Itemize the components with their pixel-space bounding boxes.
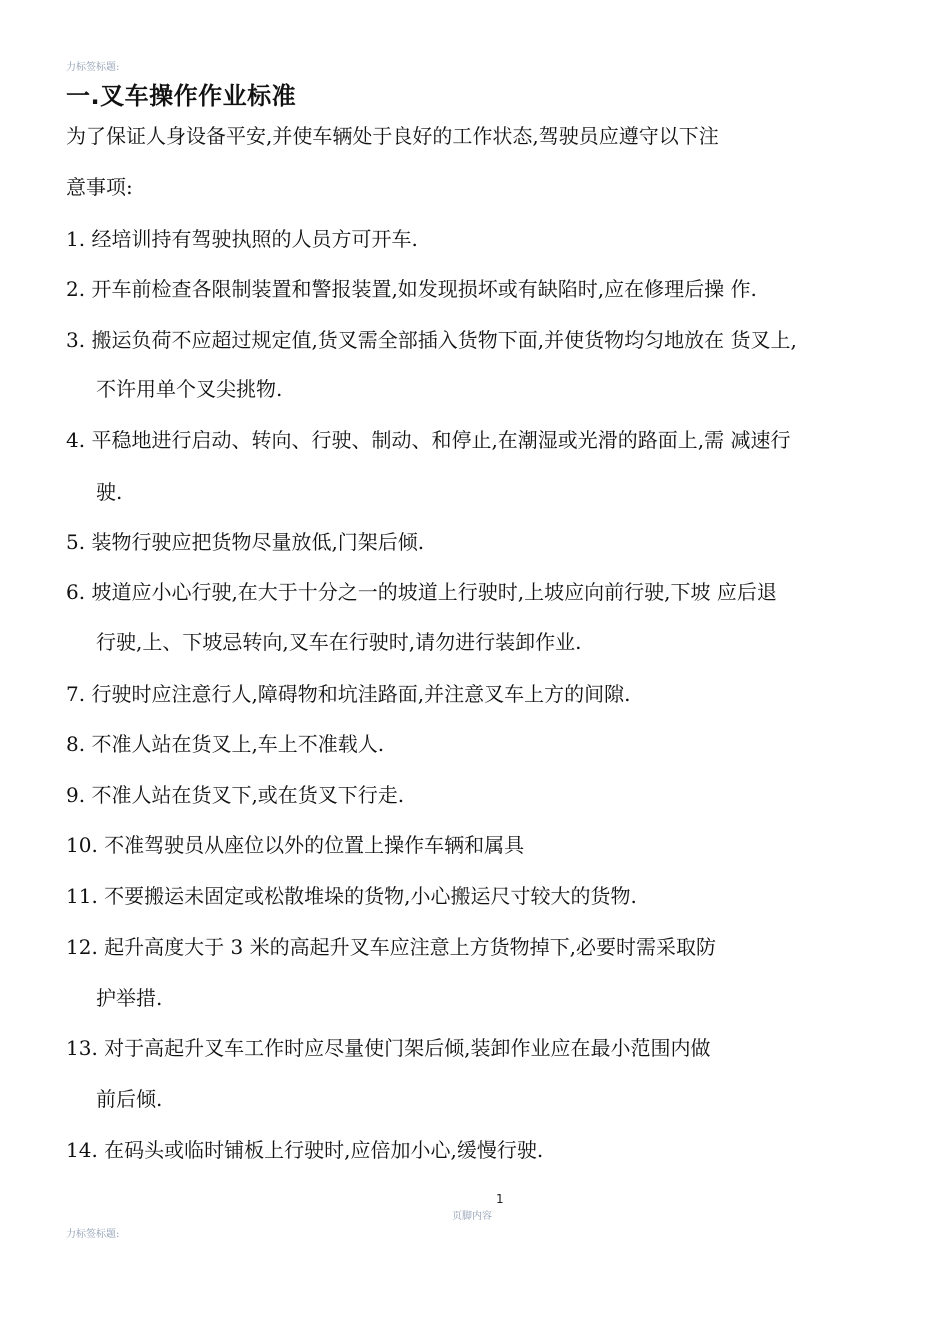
- list-item: 5. 装物行驶应把货物尽量放低,门架后倾.: [66, 530, 425, 554]
- list-item: 8. 不准人站在货叉上,车上不准载人.: [66, 732, 385, 756]
- list-item-continuation: 前后倾.: [96, 1087, 163, 1111]
- list-item-continuation: 不许用单个叉尖挑物.: [96, 377, 283, 401]
- document-title: 一.叉车操作作业标准: [66, 82, 297, 110]
- list-item: 7. 行驶时应注意行人,障碍物和坑洼路面,并注意叉车上方的间隙.: [66, 682, 631, 706]
- list-item-continuation: 护举措.: [96, 986, 163, 1010]
- list-item-continuation: 驶.: [96, 480, 123, 504]
- list-item: 13. 对于高起升叉车工作时应尽量使门架后倾,装卸作业应在最小范围内做: [66, 1036, 711, 1060]
- list-item: 14. 在码头或临时铺板上行驶时,应倍加小心,缓慢行驶.: [66, 1138, 544, 1162]
- intro-line-1: 为了保证人身设备平安,并使车辆处于良好的工作状态,驾驶员应遵守以下注: [66, 124, 719, 148]
- list-item: 12. 起升高度大于 3 米的高起升叉车应注意上方货物掉下,必要时需采取防: [66, 935, 716, 959]
- list-item: 1. 经培训持有驾驶执照的人员方可开车.: [66, 227, 418, 251]
- next-page-header-label: 力标签标题:: [66, 1229, 120, 1240]
- list-item: 2. 开车前检查各限制装置和警报装置,如发现损坏或有缺陷时,应在修理后操 作.: [66, 277, 757, 301]
- footer-label: 页脚内容: [452, 1211, 492, 1222]
- list-item: 4. 平稳地进行启动、转向、行驶、制动、和停止,在潮湿或光滑的路面上,需 减速行: [66, 428, 791, 452]
- header-label: 力标签标题:: [66, 62, 120, 73]
- list-item: 11. 不要搬运未固定或松散堆垛的货物,小心搬运尺寸较大的货物.: [66, 884, 637, 908]
- list-item: 6. 坡道应小心行驶,在大于十分之一的坡道上行驶时,上坡应向前行驶,下坡 应后退: [66, 580, 777, 604]
- list-item-continuation: 行驶,上、下坡忌转向,叉车在行驶时,请勿进行装卸作业.: [96, 630, 582, 654]
- list-item: 3. 搬运负荷不应超过规定值,货叉需全部插入货物下面,并使货物均匀地放在 货叉上,: [66, 328, 797, 352]
- list-item: 9. 不准人站在货叉下,或在货叉下行走.: [66, 783, 405, 807]
- list-item: 10. 不准驾驶员从座位以外的位置上操作车辆和属具: [66, 833, 525, 857]
- page-number: 1: [496, 1192, 504, 1206]
- intro-line-2: 意事项:: [66, 175, 133, 199]
